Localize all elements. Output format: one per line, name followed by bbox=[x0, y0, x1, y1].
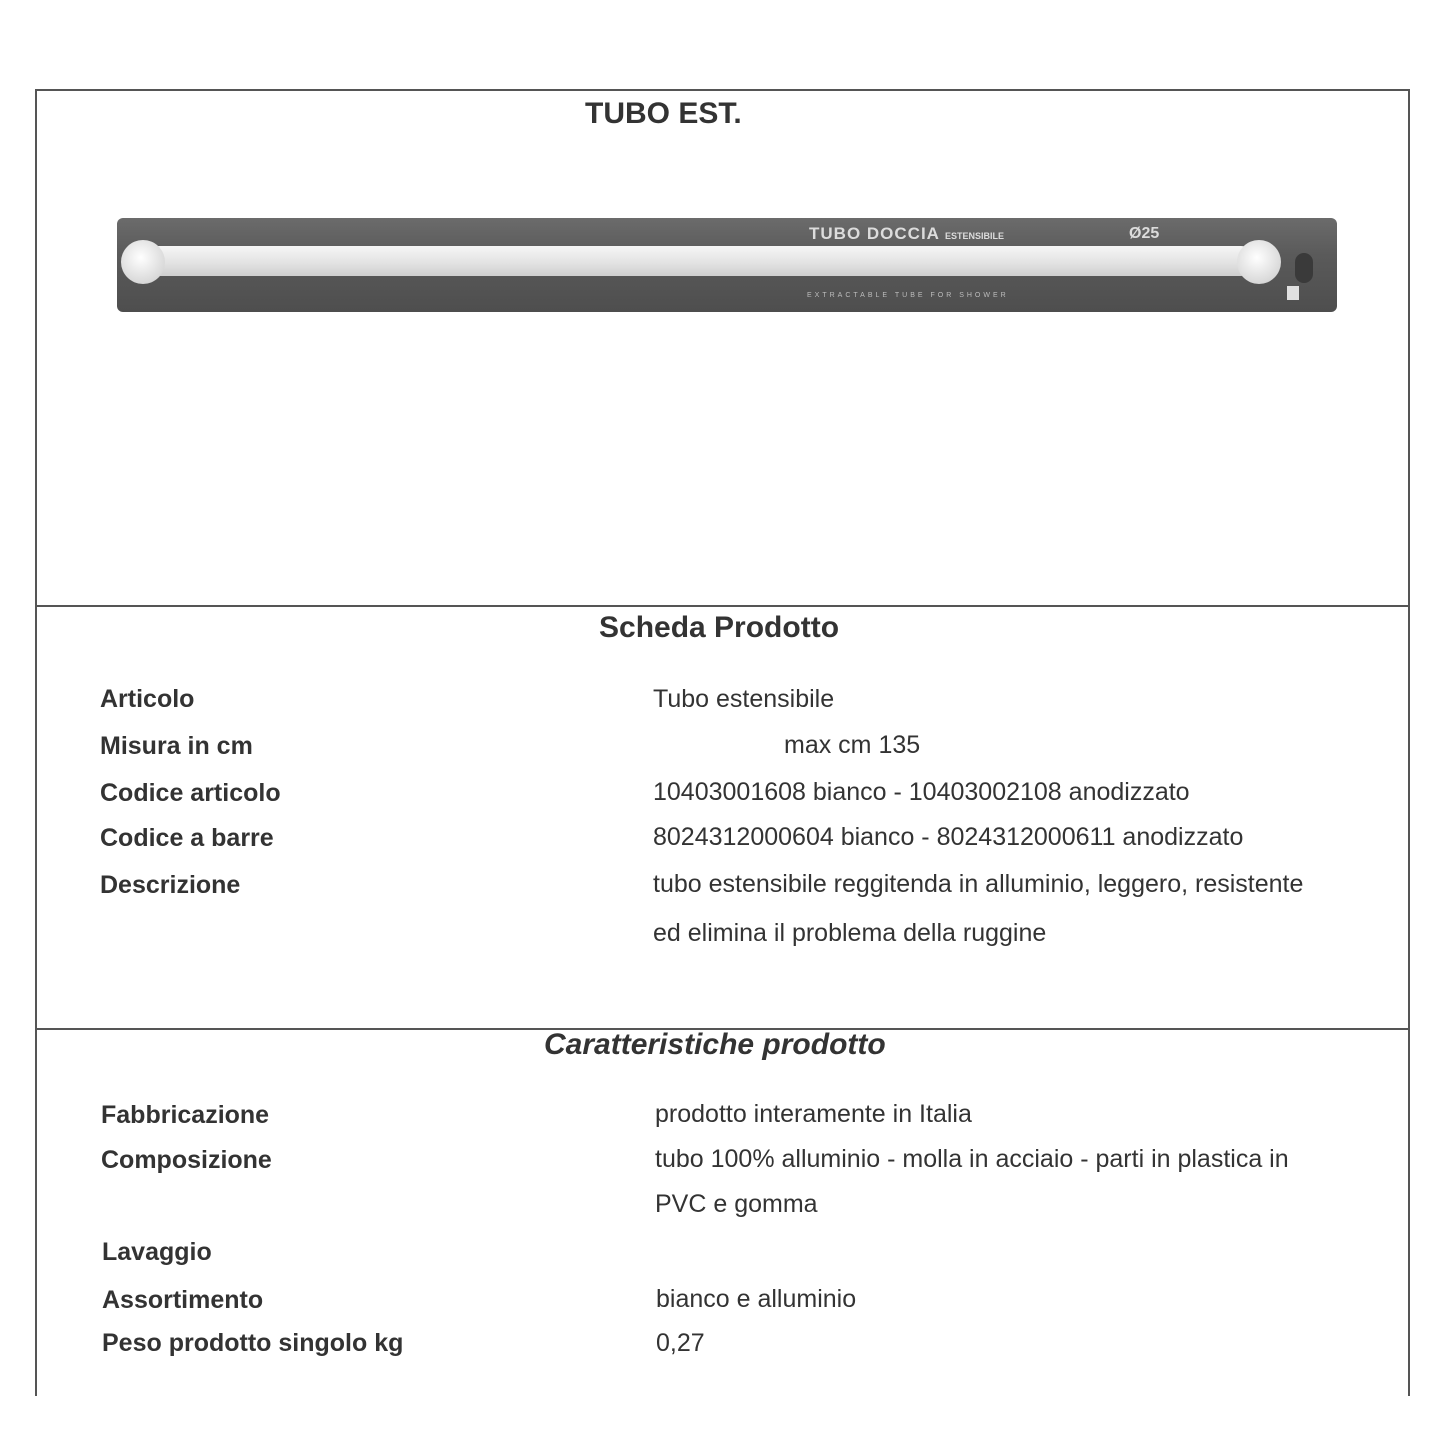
label-misura: Misura in cm bbox=[100, 732, 253, 760]
rod-end-cap-right bbox=[1237, 240, 1281, 284]
value-composizione: tubo 100% alluminio - molla in acciaio - parti in plastica in bbox=[655, 1145, 1289, 1173]
rod-graphic bbox=[135, 246, 1255, 276]
pack-title bbox=[809, 224, 1004, 244]
page-title: TUBO EST. bbox=[585, 97, 742, 130]
product-image bbox=[117, 218, 1337, 312]
label-composizione: Composizione bbox=[101, 1146, 272, 1174]
section-title-caratteristiche: Caratteristiche prodotto bbox=[544, 1028, 886, 1061]
label-peso: Peso prodotto singolo kg bbox=[102, 1329, 404, 1357]
value-peso: 0,27 bbox=[656, 1329, 705, 1357]
value-codice-barre: 8024312000604 bianco - 8024312000611 anodizzato bbox=[653, 823, 1244, 851]
value-descrizione: tubo estensibile reggitenda in alluminio, leggero, resistente bbox=[653, 870, 1304, 898]
product-sheet bbox=[35, 89, 1410, 1396]
pack-subtitle: ESTENSIBILE bbox=[945, 231, 1005, 241]
label-articolo: Articolo bbox=[100, 685, 195, 713]
pack-title-text: TUBO DOCCIA bbox=[809, 224, 940, 243]
label-descrizione: Descrizione bbox=[100, 871, 241, 899]
value-descrizione-line2: ed elimina il problema della ruggine bbox=[653, 919, 1047, 947]
section-divider bbox=[37, 605, 1408, 607]
label-codice-articolo: Codice articolo bbox=[100, 779, 281, 807]
label-assortimento: Assortimento bbox=[102, 1286, 264, 1314]
value-composizione-line2: PVC e gomma bbox=[655, 1190, 818, 1218]
section-title-scheda: Scheda Prodotto bbox=[599, 611, 840, 644]
value-assortimento: bianco e alluminio bbox=[656, 1285, 857, 1313]
label-fabbricazione: Fabbricazione bbox=[101, 1101, 270, 1129]
pack-size: Ø25 bbox=[1129, 225, 1160, 242]
value-misura: max cm 135 bbox=[784, 731, 921, 759]
value-fabbricazione: prodotto interamente in Italia bbox=[655, 1100, 972, 1128]
label-codice-barre: Codice a barre bbox=[100, 824, 274, 852]
pack-footer: EXTRACTABLE TUBE FOR SHOWER bbox=[807, 292, 1009, 299]
rod-end-cap-left bbox=[121, 240, 165, 284]
hang-hole bbox=[1295, 253, 1313, 283]
pack-badge bbox=[1287, 286, 1299, 300]
value-articolo: Tubo estensibile bbox=[653, 685, 835, 713]
value-codice-articolo: 10403001608 bianco - 10403002108 anodizzato bbox=[653, 778, 1190, 806]
label-lavaggio: Lavaggio bbox=[102, 1238, 212, 1266]
